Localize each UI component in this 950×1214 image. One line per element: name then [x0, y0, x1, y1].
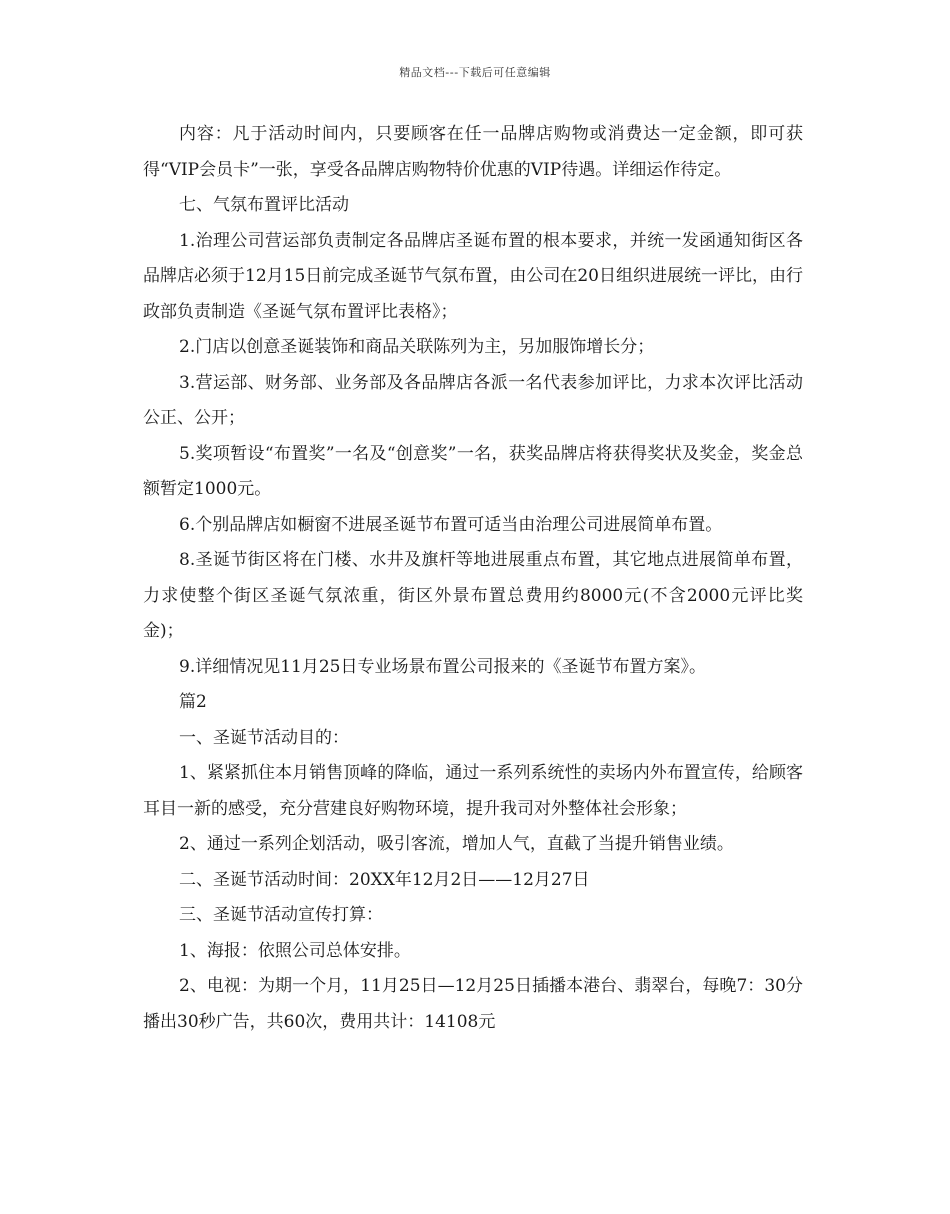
heading-section-1: 一、圣诞节活动目的：: [179, 727, 349, 748]
paragraph-item-3: 3.营运部、财务部、业务部及各品牌店各派一名代表参加评比，力求本次评比活动公正、公开；: [143, 372, 803, 428]
paragraph-item-5: 5.奖项暂设“布置奖”一名及“创意奖”一名，获奖品牌店将获得奖状及奖金，奖金总额暂定1000元。: [143, 443, 803, 499]
paragraph-plan-1: 1、海报：依照公司总体安排。: [179, 940, 411, 961]
heading-part-2: 篇2: [179, 692, 207, 712]
heading-section-3: 三、圣诞节活动宣传打算：: [179, 905, 383, 925]
paragraph-item-9: 9.详细情况见11月25日专业场景布置公司报来的《圣诞节布置方案》。: [179, 656, 706, 677]
heading-section-7: 七、气氛布置评比活动: [179, 195, 349, 215]
paragraph-goal-1: 1、紧紧抓住本月销售顶峰的降临，通过一系列系统性的卖场内外布置宣传，给顾客耳目一新的感受，充分营建良好购物环境，提升我司对外整体社会形象；: [143, 763, 803, 819]
paragraph-plan-2: 2、电视：为期一个月，11月25日—12月25日插播本港台、翡翠台，每晚7：30分播出30秒广告，共60次，费用共计：14108元: [143, 976, 803, 1032]
paragraph-item-8: 8.圣诞节街区将在门楼、水井及旗杆等地进展重点布置，其它地点进展简单布置，力求使整个街区圣诞气氛浓重，街区外景布置总费用约8000元(不含2000元评比奖金)；: [143, 550, 803, 641]
paragraph-content: 内容：凡于活动时间内，只要顾客在任一品牌店购物或消费达一定金额，即可获得“VIP会员卡”一张，享受各品牌店购物特价优惠的VIP待遇。详细运作待定。: [143, 124, 803, 180]
page-header: 精品文档---下载后可任意编辑: [399, 66, 551, 79]
document-body: [143, 117, 803, 1040]
paragraph-item-6: 6.个别品牌店如橱窗不进展圣诞节布置可适当由治理公司进展简单布置。: [179, 514, 723, 535]
paragraph-item-1: 1.治理公司营运部负责制定各品牌店圣诞布置的根本要求，并统一发函通知街区各品牌店必须于12月15日前完成圣诞节气氛布置，由公司在20日组织进展统一评比，由行政部负责制造《圣诞气氛布置评比表格》；: [143, 230, 803, 322]
paragraph-goal-2: 2、通过一系列企划活动，吸引客流，增加人气，直截了当提升销售业绩。: [179, 834, 734, 854]
paragraph-item-2: 2.门店以创意圣诞装饰和商品关联陈列为主，另加服饰增长分；: [179, 337, 655, 357]
heading-section-2: 二、圣诞节活动时间：20XX年12月2日——12月27日: [179, 869, 590, 890]
